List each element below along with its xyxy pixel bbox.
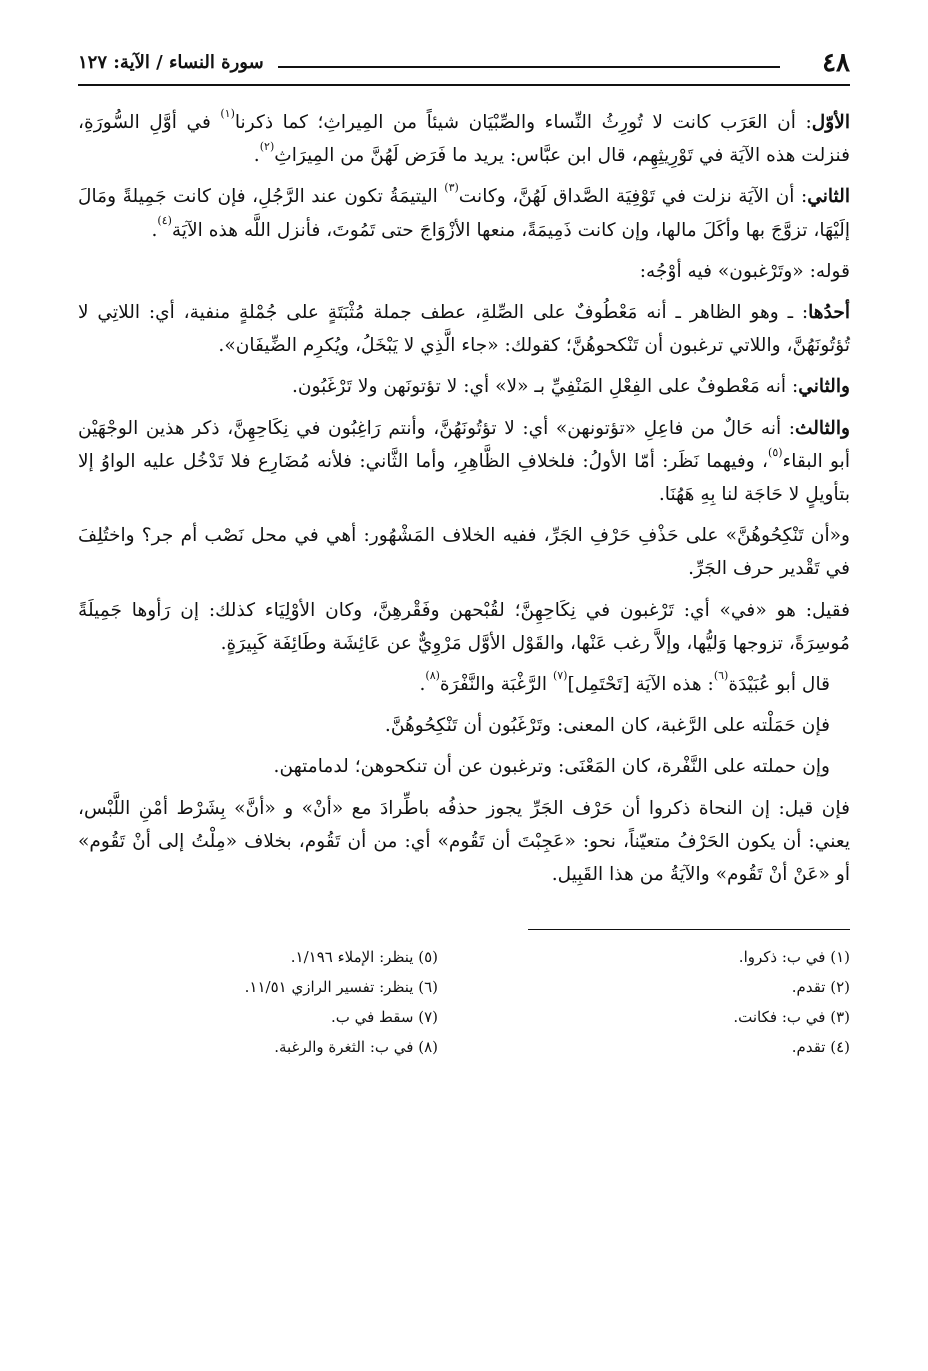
footnotes-column-right xyxy=(490,942,850,1062)
header-rule xyxy=(278,66,780,68)
footnote-1: (١) في ب: ذكروا. xyxy=(738,948,850,967)
paragraph-text: الرَّغْبَة والنَّفْرَة xyxy=(439,674,553,696)
body-paragraph xyxy=(78,296,850,362)
paragraph-text: . xyxy=(419,674,426,696)
page-body xyxy=(78,106,850,891)
footnote-4: (٤) تقدم. xyxy=(791,1038,850,1057)
paragraph-text: : أنه مَعْطوفٌ على الفِعْلِ المَنْفِيِّ بـ «لا» أي: لا تؤتونَهن ولا تَرْغَبُون. xyxy=(291,376,799,398)
paragraph-text: . xyxy=(151,219,158,241)
paragraph-text: و«أن تَنْكِحُوهُنَّ» على حَذْفِ حَرْفِ الجَرِّ، ففيه الخلاف المَشْهُور: أهي في محل نَصْب أم جر؟ واختُلِفَ في تَقْدير حرف الجَرِّ. xyxy=(78,525,850,580)
footnote-6: (٦) ينظر: تفسير الرازي ١١/٥١. xyxy=(244,978,438,997)
body-paragraph xyxy=(78,709,850,742)
footnotes-column-left xyxy=(78,942,490,1062)
paragraph-lead-term: أحدُها xyxy=(808,302,850,324)
body-paragraph xyxy=(78,412,850,512)
paragraph-text: قوله: «وتَرْغبون» فيه أوْجُه: xyxy=(639,260,850,282)
paragraph-text: ، وفيهما نَظَر: أمّا الأولُ: فلخلافِ الظَّاهِرِ، وأما الثَّاني: فلأنه مُضَارِع فلا تَدْخُل عليه الواوُ إلا بتأويلٍ لا حَاجَة لنا بِهِ هَهُنَا. xyxy=(78,450,850,506)
running-title: سورة النساء / الآية: ١٢٧ xyxy=(78,52,264,73)
paragraph-lead-term: الأوّل xyxy=(811,112,850,133)
paragraph-text: وإن حملته على النَّفْرة، كان المَعْنَى: وترغبون عن أن تنكحوهن؛ لدمامتهن. xyxy=(273,756,830,778)
paragraph-text: فإن حَمَلْته على الرَّغبة، كان المعنى: وتَرْغَبُون أن تَنْكِحُوهُنَّ. xyxy=(384,715,830,737)
paragraph-text: فقيل: هو «في» أي: تَرْغبون في نِكَاحِهِنَّ؛ لقُبْحهن وفَقْرهِنَّ، وكان الأوْلِيَاء كذلك: إن رَأوها جَمِيلَةً مُوسِرَةً، تزوجها وَليُّها، وإلاَّ رغب عَنْها، والقَوْل الأوَّل مَرْوِيٌّ عن عَائِشَة وطَائِفَة كَبِيرَةٍ. xyxy=(78,599,850,654)
body-paragraph xyxy=(78,594,850,660)
body-paragraph xyxy=(78,370,850,403)
paragraph-text: في أوَّلِ السُّورَةِ، فنزلت هذه الآيَة في تَوْرِيثِهِم، قال ابن عبَّاس: يريد ما فَرَض لَهُنَّ من المِيرَاثِ xyxy=(78,112,850,167)
footnote-8: (٨) في ب: الثغرة والرغبة. xyxy=(274,1038,438,1057)
paragraph-lead-term: الثاني xyxy=(807,186,850,208)
body-paragraph xyxy=(78,255,850,288)
footnote-marker: (٥) xyxy=(768,445,783,459)
footnote-marker: (٦) xyxy=(713,668,729,682)
footnote-5: (٥) ينظر: الإملاء ١/١٩٦. xyxy=(290,948,438,967)
paragraph-lead-term: والثاني xyxy=(798,376,850,398)
paragraph-text: . xyxy=(253,145,260,167)
page-header xyxy=(78,44,850,86)
footnote-marker: (٧) xyxy=(552,668,568,682)
body-paragraph xyxy=(78,750,850,783)
paragraph-text: فإن قيل: إن النحاة ذكروا أن حَرْف الجَرِّ يجوز حذفُه باطِّرادَ مع «أنْ» و «أنَّ» بِشَرْط أمْنِ اللَّبْس، يعني: أن يكون الحَرْفُ متعيّناً، نحو: «عَجِبْتَ أن تَقُوم» أي: من أن تَقُوم، بخلاف «مِلْتُ إلى أنْ تَقُوم» أو «عَنْ أنْ تَقُوم» والآيَةُ من هذا القَبِيل. xyxy=(78,797,850,886)
body-paragraph xyxy=(78,106,850,172)
paragraph-text: : أن الآيَة نزلت في تَوْفِيَة الصَّداق لَهُنَّ، وكانت xyxy=(458,186,808,208)
footnote-separator xyxy=(528,929,850,930)
paragraph-lead-term: والثالث xyxy=(794,417,850,439)
paragraph-text: : هذه الآيَة [تَحْتَمِل] xyxy=(567,674,714,696)
footnote-marker: (٣) xyxy=(444,181,459,195)
footnote-marker: (٢) xyxy=(259,140,275,154)
paragraph-text: : أن العَرَب كانت لا تُورِثُ النِّساء والصِّبْيَان شيئاً من المِيراثِ؛ كما ذكرنا xyxy=(234,112,812,133)
paragraph-text: اليتيمَةُ تكون عند الرَّجُلِ، فإن كانت جَمِيلةً ومَالَ إلَيْهَا، تزوَّجَ بها وأكَلَ مالها، وإن كانت ذَمِيمَةً، منعها الأزْوَاجَ حتى تَمُوتَ، فأنزل اللَّه هذه الآيَة xyxy=(78,186,850,241)
page-number: ٤٨ xyxy=(822,48,850,78)
footnotes xyxy=(78,942,850,1062)
paragraph-text: : ـ وهو الظاهر ـ أنه مَعْطُوفٌ على الصِّلةِ، عطف جملة مُثْبَتَةٍ على جُمْلةٍ منفية، أي: اللاتِي لا تُؤتُونَهُنَّ، واللاتي ترغبون أن تَنْكحوهُنَّ؛ كقولك: «جاء الَّذِي لا يَبْخَلُ، ويُكرِم الضِّيفَان». xyxy=(78,302,850,357)
body-paragraph xyxy=(78,519,850,585)
footnote-2: (٢) تقدم. xyxy=(791,978,850,997)
footnote-marker: (٨) xyxy=(425,668,440,682)
body-paragraph xyxy=(78,180,850,246)
footnote-marker: (٤) xyxy=(157,214,172,228)
footnote-3: (٣) في ب: فكانت. xyxy=(733,1008,850,1027)
document-page xyxy=(78,44,850,1062)
body-paragraph xyxy=(78,792,850,892)
paragraph-text: : أنه حَالٌ من فاعِلِ «تؤتونهن» أي: لا تؤتُونَهُنَّ، وأنتم رَاغِبُون في نِكَاحِهِنَّ، ذكر هذين الوجْهَيْن أبو البقاء xyxy=(78,417,850,472)
paragraph-text: قال أبو عُبَيْدَة xyxy=(728,674,830,696)
footnote-7: (٧) سقط في ب. xyxy=(330,1008,438,1027)
body-paragraph xyxy=(78,668,850,701)
footnote-marker: (١) xyxy=(220,106,235,120)
